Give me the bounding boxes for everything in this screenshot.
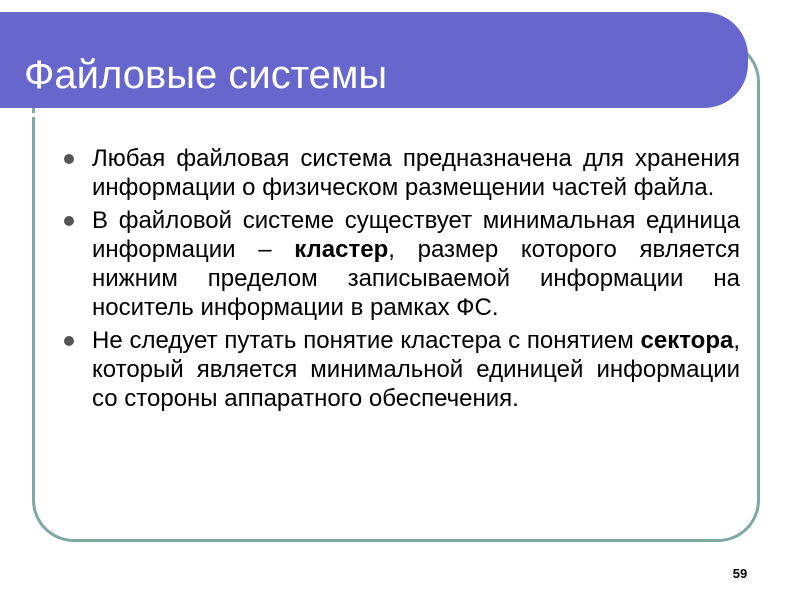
bullet-text xyxy=(92,145,740,201)
title-underline xyxy=(0,113,710,117)
title-bar xyxy=(0,12,748,108)
bullet-text-part: Любая файловая система предназначена для хранения информации о физическом размещении частей файла. xyxy=(92,145,740,201)
page-number: 59 xyxy=(732,566,748,581)
bullet-bold-term: сектора xyxy=(640,327,734,354)
bullet-text-part: В файловой системе существует минимальная единица информации – xyxy=(92,207,740,263)
bullet-text-part: , размер которого является нижним пределом записываемой информации на носитель информации в рамках ФС. xyxy=(92,236,740,321)
bullet-item-3 xyxy=(60,326,740,413)
bullet-item-2 xyxy=(60,206,740,322)
bullet-text xyxy=(92,207,740,321)
slide-title: Файловые системы xyxy=(24,53,388,97)
bullet-dot-icon xyxy=(64,216,74,226)
bullet-text-part: , который является минимальной единицей информации со стороны аппаратного обеспечения. xyxy=(92,327,740,412)
bullet-text xyxy=(92,327,740,412)
bullet-item-1 xyxy=(60,144,740,202)
bullet-dot-icon xyxy=(64,154,74,164)
bullet-list xyxy=(60,144,740,417)
bullet-dot-icon xyxy=(64,336,74,346)
bullet-bold-term: кластер xyxy=(294,236,389,263)
bullet-text-part: Не следует путать понятие кластера с понятием xyxy=(92,327,641,354)
